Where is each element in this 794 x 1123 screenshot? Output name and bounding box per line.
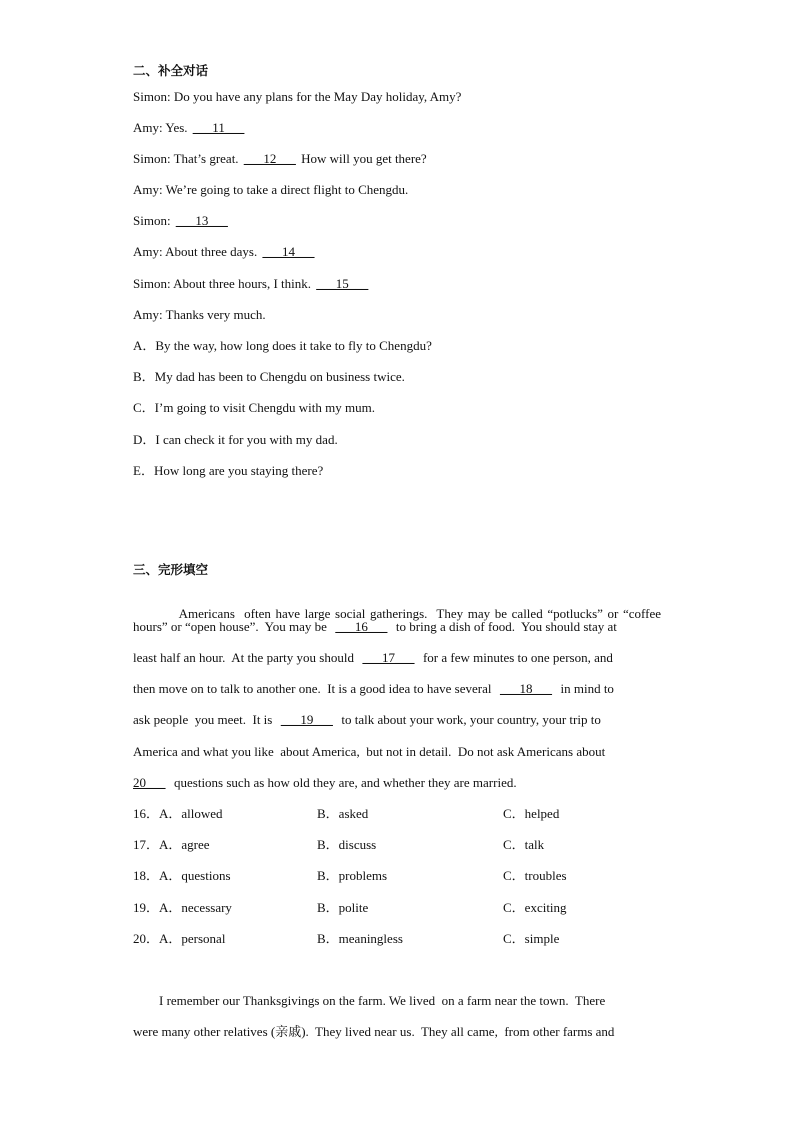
answer-blank-19: ___19___ bbox=[280, 712, 333, 727]
passage-text: ask people you meet. It is bbox=[133, 712, 279, 727]
passage-text: for a few minutes to one person, and bbox=[416, 650, 613, 665]
option-e: E．How long are you staying there? bbox=[133, 463, 324, 478]
question-20-option-b: B．meaningless bbox=[317, 931, 403, 946]
passage-text: questions such as how old they are, and whether they are married. bbox=[167, 775, 517, 790]
passage-text: least half an hour. At the party you should bbox=[133, 650, 361, 665]
question-18-option-c: C．troubles bbox=[503, 868, 567, 883]
dialog-line bbox=[133, 243, 661, 261]
dialog-text: Amy: Yes. bbox=[133, 120, 191, 135]
question-20-option-c: C．simple bbox=[503, 931, 560, 946]
passage-text: Americans often have large social gatherings. They may be called “potlucks” or “coffee bbox=[142, 606, 662, 621]
passage-text: in mind to bbox=[553, 681, 614, 696]
question-20-option-a: 20．A．personal bbox=[133, 931, 226, 946]
passage-text: to bring a dish of food. You should stay at bbox=[389, 619, 617, 634]
answer-blank-18: ___18___ bbox=[499, 681, 552, 696]
option-b: B．My dad has been to Chengdu on business twice. bbox=[133, 369, 405, 384]
passage-line bbox=[133, 680, 661, 698]
dialog-line bbox=[133, 275, 661, 293]
question-16-option-c: C．helped bbox=[503, 806, 560, 821]
answer-blank-15: ___15___ bbox=[316, 276, 369, 291]
answer-blank-12: ___12___ bbox=[243, 151, 296, 166]
dialog-text: Amy: Thanks very much. bbox=[133, 307, 266, 322]
section-2-title: 二、补全对话 bbox=[133, 63, 209, 78]
dialog-text: Simon: bbox=[133, 213, 174, 228]
question-19-option-c: C．exciting bbox=[503, 900, 567, 915]
dialog-line bbox=[133, 306, 661, 324]
question-17-option-a: 17．A．agree bbox=[133, 837, 210, 852]
passage-line bbox=[133, 618, 661, 636]
passage-line bbox=[133, 711, 661, 729]
dialog-text: Amy: We’re going to take a direct flight to Chengdu. bbox=[133, 182, 409, 197]
answer-blank-16: ___16___ bbox=[335, 619, 388, 634]
dialog-line bbox=[133, 88, 661, 106]
passage-text: hours” or “open house”. You may be bbox=[133, 619, 334, 634]
answer-blank-14: ___14___ bbox=[262, 244, 315, 259]
question-19-option-a: 19．A．necessary bbox=[133, 900, 232, 915]
dialog-text: Simon: That’s great. bbox=[133, 151, 242, 166]
dialog-text: Simon: Do you have any plans for the May Day holiday, Amy? bbox=[133, 89, 462, 104]
answer-blank-11: ___11___ bbox=[192, 120, 245, 135]
option-c: C．I’m going to visit Chengdu with my mum. bbox=[133, 400, 375, 415]
answer-blank-17: ___17___ bbox=[362, 650, 415, 665]
dialog-line bbox=[133, 181, 661, 199]
option-d: D．I can check it for you with my dad. bbox=[133, 432, 338, 447]
question-17-option-c: C．talk bbox=[503, 837, 545, 852]
passage-line bbox=[133, 743, 661, 761]
option-a: A．By the way, how long does it take to fly to Chengdu? bbox=[133, 338, 432, 353]
passage-line bbox=[133, 649, 661, 667]
passage2-line: I remember our Thanksgivings on the farm. We lived on a farm near the town. There bbox=[133, 993, 606, 1008]
dialog-line bbox=[133, 150, 661, 168]
dialog-text: Amy: About three days. bbox=[133, 244, 261, 259]
answer-blank-20: 20___ bbox=[133, 775, 166, 790]
passage-text: then move on to talk to another one. It is a good idea to have several bbox=[133, 681, 498, 696]
question-19-option-b: B．polite bbox=[317, 900, 369, 915]
question-16-option-a: 16．A．allowed bbox=[133, 806, 223, 821]
passage2-line: were many other relatives (亲戚). They lived near us. They all came, from other farms and bbox=[133, 1024, 615, 1039]
question-16-option-b: B．asked bbox=[317, 806, 369, 821]
question-18-option-b: B．problems bbox=[317, 868, 388, 883]
passage-text: to talk about your work, your country, your trip to bbox=[334, 712, 601, 727]
section-3-title: 三、完形填空 bbox=[133, 562, 209, 577]
dialog-text: How will you get there? bbox=[297, 151, 427, 166]
passage-text: America and what you like about America, but not in detail. Do not ask Americans about bbox=[133, 744, 606, 759]
question-18-option-a: 18．A．questions bbox=[133, 868, 231, 883]
dialog-text: Simon: About three hours, I think. bbox=[133, 276, 315, 291]
answer-blank-13: ___13___ bbox=[175, 213, 228, 228]
dialog-line bbox=[133, 119, 661, 137]
dialog-line bbox=[133, 212, 661, 230]
question-17-option-b: B．discuss bbox=[317, 837, 377, 852]
passage-line bbox=[133, 774, 661, 792]
